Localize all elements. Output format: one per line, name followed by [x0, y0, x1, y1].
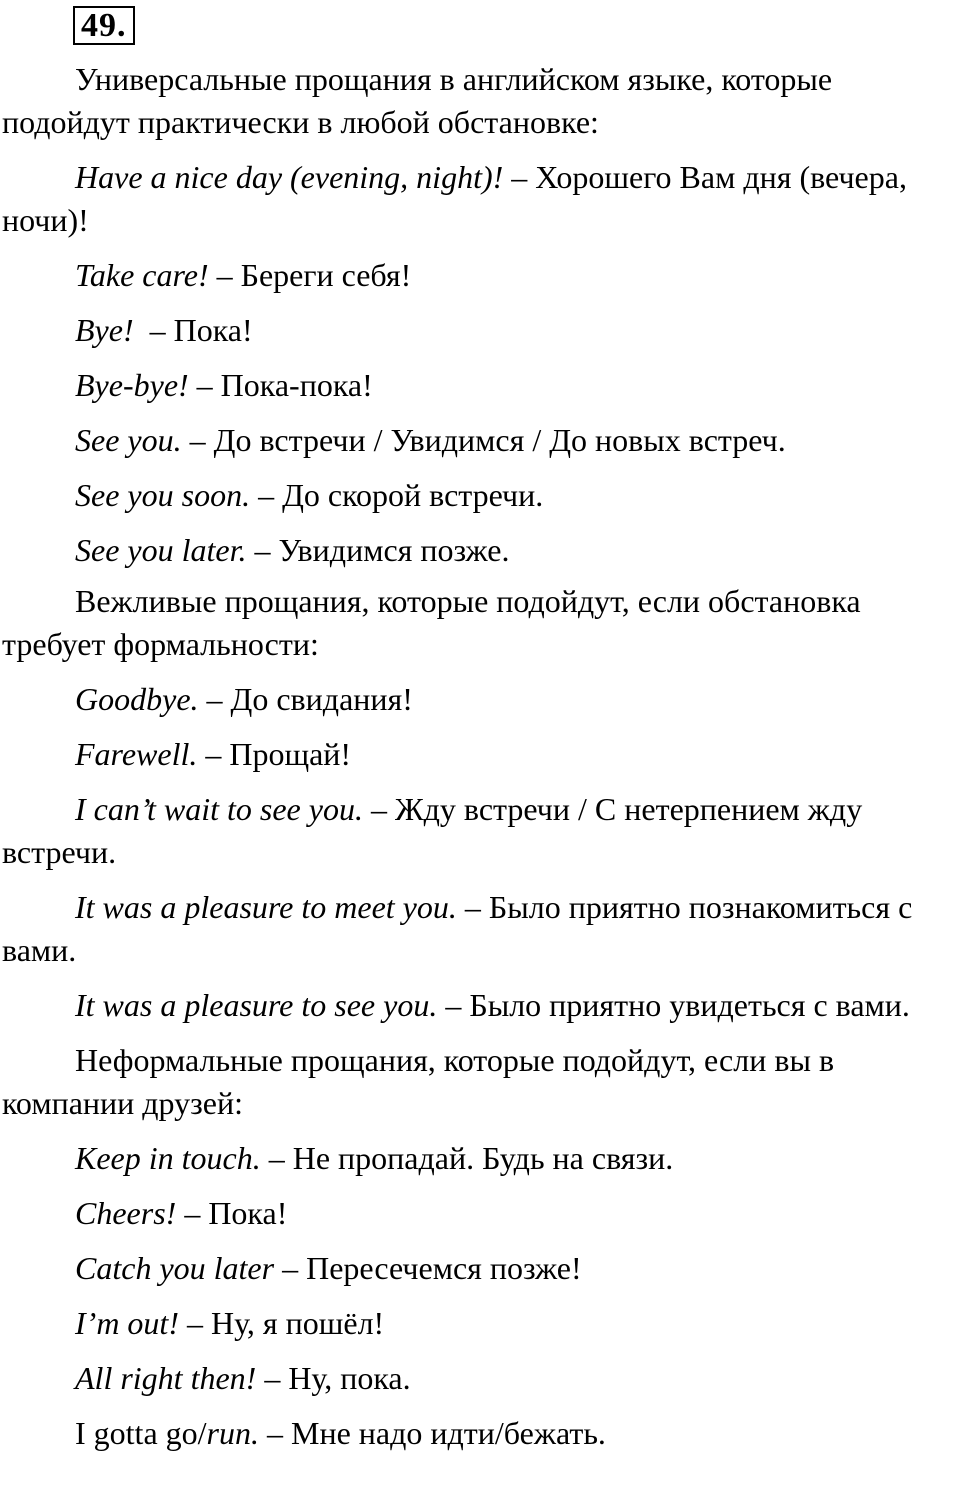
phrase-en: It was a pleasure to meet you.: [75, 889, 457, 925]
intro-formal: Вежливые прощания, которые подойдут, если обстановка требует формальности:: [2, 583, 861, 662]
phrase-en: Bye-bye!: [75, 367, 189, 403]
phrase-formal-3: [2, 788, 960, 874]
phrase-informal-5: [2, 1357, 960, 1400]
phrase-ru: – Пока-пока!: [188, 367, 373, 403]
phrase-ru: – Прощай!: [197, 736, 352, 772]
phrase-en: Catch you later: [75, 1250, 275, 1286]
phrase-ru: – Не пропадай. Будь на связи.: [260, 1140, 674, 1176]
phrase-en: run.: [206, 1415, 259, 1451]
phrase-ru: – Пока!: [176, 1195, 288, 1231]
phrase-en: It was a pleasure to see you.: [75, 987, 438, 1023]
phrase-en: Keep in touch.: [75, 1140, 261, 1176]
phrase-en: Farewell.: [75, 736, 198, 772]
phrase-en: Bye!: [75, 312, 134, 348]
phrase-en: Cheers!: [75, 1195, 177, 1231]
phrase-ru: – Мне надо идти/бежать.: [258, 1415, 606, 1451]
phrase-formal-5: [2, 984, 960, 1027]
phrase-universal-6: [2, 474, 960, 517]
phrase-en: Goodbye.: [75, 681, 199, 717]
phrase-en: See you soon.: [75, 477, 251, 513]
phrase-ru: – Пока!: [133, 312, 253, 348]
phrase-ru: – До свидания!: [198, 681, 413, 717]
phrase-ru: – Хорошего Вам дня (вечера, ночи)!: [2, 159, 907, 238]
phrase-en: See you.: [75, 422, 182, 458]
phrase-ru: – Пересечемся позже!: [274, 1250, 582, 1286]
phrase-ru: – Ну, пока.: [256, 1360, 411, 1396]
phrase-ru: – Увидимся позже.: [246, 532, 510, 568]
phrase-formal-1: [2, 678, 960, 721]
phrase-informal-3: [2, 1247, 960, 1290]
phrase-informal-2: [2, 1192, 960, 1235]
phrase-universal-3: [2, 309, 960, 352]
phrase-en: See you later.: [75, 532, 247, 568]
phrase-ru: – До скорой встречи.: [250, 477, 544, 513]
phrase-ru: – Ну, я пошёл!: [178, 1305, 385, 1341]
phrase-last: [2, 1412, 960, 1455]
phrase-en: I’m out!: [75, 1305, 179, 1341]
phrase-en: Have a nice day (evening, night)!: [75, 159, 504, 195]
intro-informal: Неформальные прощания, которые подойдут, если вы в компании друзей:: [2, 1042, 835, 1121]
phrase-en: I can’t wait to see you.: [75, 791, 363, 827]
phrase-informal-1: [2, 1137, 960, 1180]
phrase-formal-4: [2, 886, 960, 972]
exercise-text: [2, 58, 960, 1455]
phrase-universal-5: [2, 419, 960, 462]
phrase-ru: – Жду встречи / С нетерпением жду встречи.: [2, 791, 863, 870]
phrase-universal-2: [2, 254, 960, 297]
phrase-en: All right then!: [75, 1360, 257, 1396]
phrase-informal-4: [2, 1302, 960, 1345]
phrase-universal-1: [2, 156, 960, 242]
phrase-plain: I gotta go/: [75, 1415, 207, 1451]
phrase-ru: – До встречи / Увидимся / До новых встреч.: [181, 422, 786, 458]
phrase-universal-7: [2, 529, 960, 572]
phrase-ru: – Береги себя!: [208, 257, 412, 293]
phrase-universal-4: [2, 364, 960, 407]
phrase-formal-2: [2, 733, 960, 776]
intro-universal: Универсальные прощания в английском языке, которые подойдут практически в любой обстановке:: [2, 61, 833, 140]
phrase-ru: – Было приятно познакомиться с вами.: [2, 889, 913, 968]
exercise-number: 49.: [73, 6, 135, 45]
phrase-ru: – Было приятно увидеться с вами.: [437, 987, 910, 1023]
phrase-en: Take care!: [75, 257, 209, 293]
